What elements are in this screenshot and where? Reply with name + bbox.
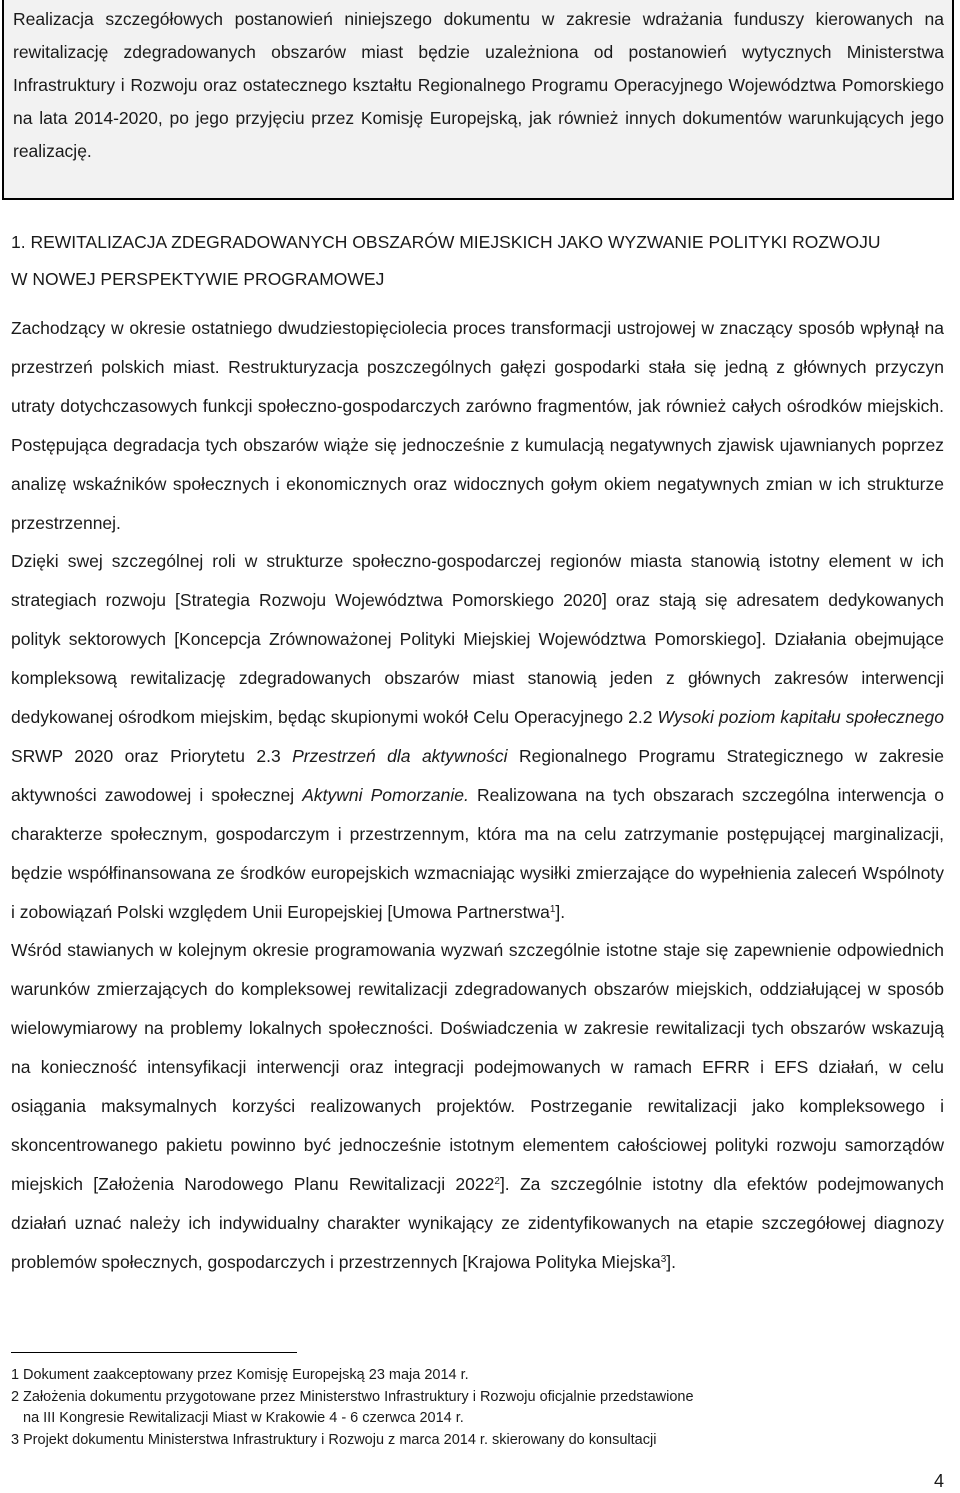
footnote-2-number: 2 — [11, 1388, 20, 1405]
section-heading-line-2: W NOWEJ PERSPEKTYWIE PROGRAMOWEJ — [11, 269, 385, 289]
paragraph-3 — [11, 931, 944, 1282]
paragraph-3-text-2: ]. Za szczególnie istotny dla efektów podejmowanych działań uznać należy ich indywidualny charakter wynikający ze zidentyfikowanych na etapie szczegółowej diagnozy problemów społecznych, gospodarczych i przestrzennych [Krajowa Polityka Miejska — [11, 1174, 944, 1272]
paragraph-2-text-3: Regionalnego Programu Strategicznego w zakresie aktywności zawodowej i społecznej — [11, 746, 944, 805]
intro-note-box — [2, 0, 954, 200]
section-heading — [11, 224, 941, 298]
footnote-2-text: Założenia dokumentu przygotowane przez Ministerstwo Infrastruktury i Rozwoju oficjalnie przedstawione — [23, 1388, 694, 1405]
footnote-2-text-2: na III Kongresie Rewitalizacji Miast w Krakowie 4 - 6 czerwca 2014 r. — [23, 1410, 464, 1426]
paragraph-2 — [11, 542, 944, 932]
paragraph-2-text-1: Dzięki swej szczególnej roli w strukturze społeczno-gospodarczej regionów miasta stanowią istotny element w ich strategiach rozwoju [Strategia Rozwoju Województwa Pomorskiego 2020] oraz stają się adresatem dedykowanych polityk sektorowych [Koncepcja Zrównoważonej Polityki Miejskiej Województwa Pomorskiego]. Działania obejmujące kompleksową rewitalizację zdegradowanych obszarów miast stanowią jeden z głównych zakresów interwencji dedykowanej ośrodkom miejskim, będąc skupionymi wokół Celu Operacyjnego 2.2 — [11, 551, 944, 727]
footnote-3-number: 3 — [11, 1431, 20, 1448]
footnote-1-number: 1 — [11, 1367, 20, 1383]
section-body — [11, 309, 944, 1281]
footnote-ref-3[interactable]: 3 — [660, 1254, 667, 1265]
paragraph-2-text-2: SRWP 2020 oraz Priorytetu 2.3 — [11, 746, 293, 766]
footnote-2 — [11, 1387, 941, 1409]
paragraph-2-italic-2: Przestrzeń dla aktywności — [292, 746, 508, 766]
footnote-3-text: Projekt dokumentu Ministerstwa Infrastruktury i Rozwoju z marca 2014 r. skierowany do konsultacji — [23, 1431, 657, 1448]
intro-note-text: Realizacja szczegółowych postanowień niniejszego dokumentu w zakresie wdrażania funduszy kierowanych na rewitalizację zdegradowanych obszarów miast będzie uzależniona od postanowień wytycznych Ministerstwa Infrastruktury i Rozwoju oraz ostatecznego kształtu Regionalnego Programu Operacyjnego Województwa Pomorskiego na lata 2014-2020, po jego przyjęciu przez Komisję Europejską, jak również innych dokumentów warunkujących jego realizację. — [13, 9, 944, 161]
section-heading-line-1: 1. REWITALIZACJA ZDEGRADOWANYCH OBSZARÓW MIEJSKICH JAKO WYZWANIE POLITYKI ROZWOJU — [11, 232, 881, 252]
footnote-2-continuation — [11, 1408, 941, 1430]
footnote-ref-1[interactable]: 1 — [549, 904, 556, 915]
footnote-ref-2[interactable]: 2 — [494, 1176, 500, 1187]
footnote-3 — [11, 1430, 941, 1452]
footnote-separator — [11, 1352, 297, 1353]
footnotes — [11, 1365, 941, 1451]
paragraph-2-italic-1: Wysoki poziom kapitału społecznego — [657, 707, 944, 727]
paragraph-3-text-1: Wśród stawianych w kolejnym okresie programowania wyzwań szczególnie istotne staje się zapewnienie odpowiednich warunków zmierzających do kompleksowej rewitalizacji zdegradowanych obszarów miejskich, oddziałującej w sposób wielowymiarowy na problemy lokalnych społeczności. Doświadczenia w zakresie rewitalizacji tych obszarów wskazują na konieczność intensyfikacji interwencji oraz integracji podejmowanych w ramach EFRR i EFS działań, w celu osiągania maksymalnych korzyści realizowanych projektów. Postrzeganie rewitalizacji jako kompleksowego i skoncentrowanego pakietu powinno być jednocześnie istotnym elementem całościowej polityki rozwoju samorządów miejskich [Założenia Narodowego Planu Rewitalizacji 2022 — [11, 940, 944, 1194]
footnote-1-text: Dokument zaakceptowany przez Komisję Europejską 23 maja 2014 r. — [23, 1367, 469, 1383]
paragraph-3-text-3: ]. — [666, 1252, 677, 1272]
paragraph-2-text-5: ]. — [555, 902, 566, 922]
page-number: 4 — [933, 1471, 944, 1491]
footnote-1 — [11, 1365, 941, 1387]
paragraph-1: Zachodzący w okresie ostatniego dwudziestopięciolecia proces transformacji ustrojowej w znaczący sposób wpłynął na przestrzeń polskich miast. Restrukturyzacja poszczególnych gałęzi gospodarki stała się jedną z głównych przyczyn utraty dotychczasowych funkcji społeczno-gospodarczych zarówno fragmentów, jak również całych ośrodków miejskich. Postępująca degradacja tych obszarów wiąże się jednocześnie z kumulacją negatywnych zjawisk ujawnianych poprzez analizę wskaźników społecznych i ekonomicznych oraz widocznych gołym okiem negatywnych zmian w ich strukturze przestrzennej. — [11, 318, 944, 533]
paragraph-2-text-4: Realizowana na tych obszarach szczególna interwencja o charakterze społecznym, gospodarczym i przestrzennym, która ma na celu zatrzymanie postępującej marginalizacji, będzie współfinansowana ze środków europejskich wzmacniając wysiłki zmierzające do wypełnienia zaleceń Wspólnoty i zobowiązań Polski względem Unii Europejskiej [Umowa Partnerstwa — [11, 785, 944, 922]
paragraph-2-italic-3: Aktywni Pomorzanie. — [302, 785, 469, 805]
